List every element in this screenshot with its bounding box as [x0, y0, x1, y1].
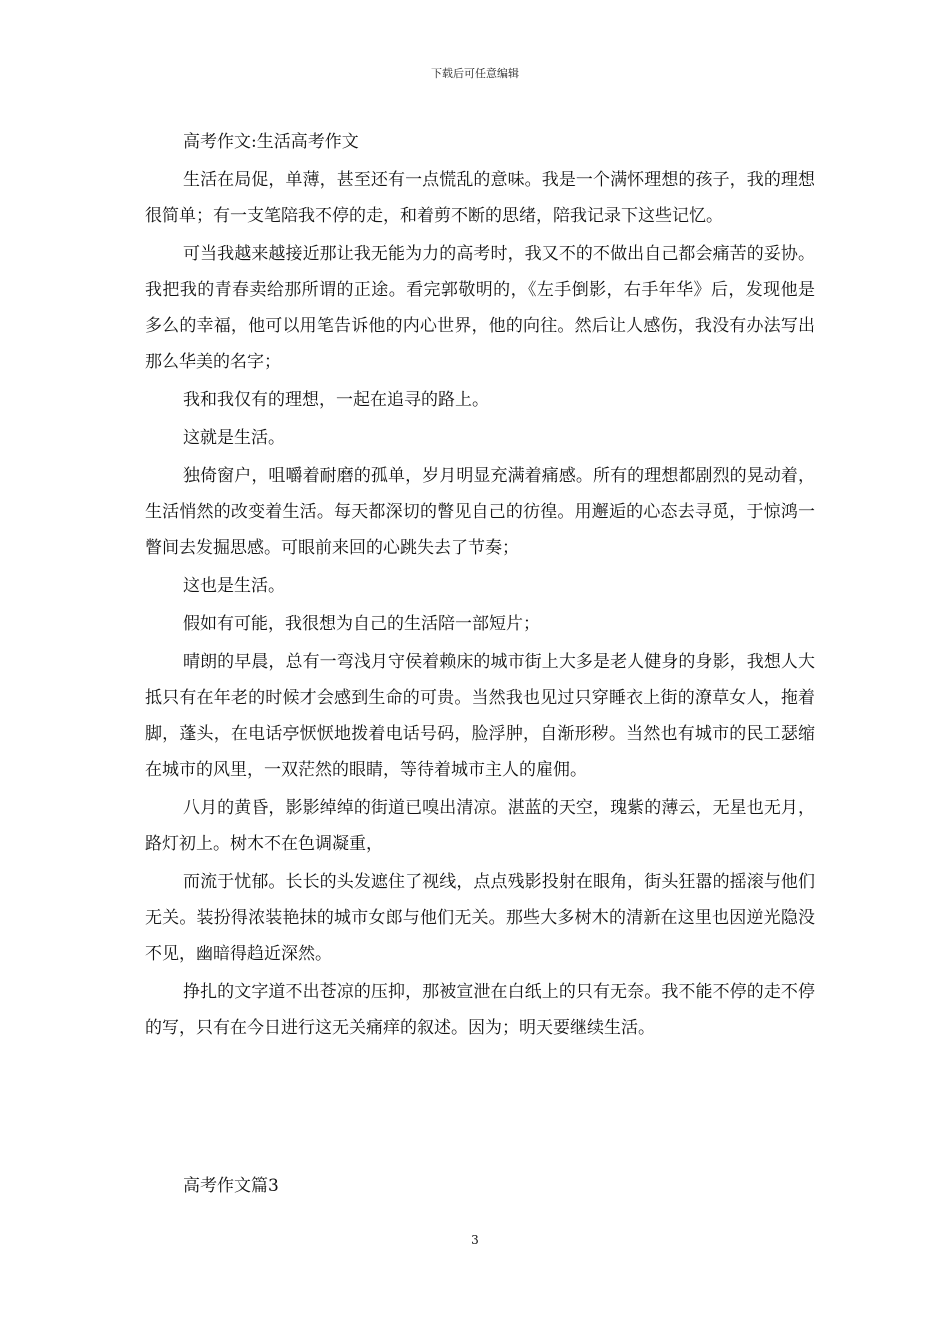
paragraph: 这也是生活。: [183, 576, 285, 596]
paragraph: 生活在局促，单薄，甚至还有一点慌乱的意味。我是一个满怀理想的孩子，我的理想很简单；有一支笔陪我不停的走，和着剪不断的思绪，陪我记录下这些记忆。: [145, 170, 815, 226]
paragraph: 我和我仅有的理想，一起在追寻的路上。: [183, 390, 489, 410]
paragraph: 假如有可能，我很想为自己的生活陪一部短片；: [183, 614, 540, 634]
essay-body: [145, 124, 815, 1048]
paragraph: 而流于忧郁。长长的头发遮住了视线，点点残影投射在眼角，街头狂嚣的摇滚与他们无关。装扮得浓装艳抹的城市女郎与他们无关。那些大多树木的清新在这里也因逆光隐没不见，幽暗得趋近深然。: [145, 872, 815, 964]
essay-title: 高考作文:生活高考作文: [183, 132, 359, 152]
next-section-heading: 高考作文篇3: [183, 1176, 279, 1196]
paragraph: 八月的黄昏，影影绰绰的街道已嗅出清凉。湛蓝的天空，瑰紫的薄云，无星也无月，路灯初上。树木不在色调凝重，: [145, 798, 815, 854]
paragraph: 挣扎的文字道不出苍凉的压抑，那被宣泄在白纸上的只有无奈。我不能不停的走不停的写，只有在今日进行这无关痛痒的叙述。因为；明天要继续生活。: [145, 982, 815, 1038]
page-number: 3: [471, 1233, 479, 1247]
paragraph: 晴朗的早晨，总有一弯浅月守侯着赖床的城市街上大多是老人健身的身影，我想人大抵只有在年老的时候才会感到生命的可贵。当然我也见过只穿睡衣上街的潦草女人，拖着脚，蓬头，在电话亭恹恹地拨着电话号码，脸浮肿，自渐形秽。当然也有城市的民工瑟缩在城市的风里，一双茫然的眼睛，等待着城市主人的雇佣。: [145, 652, 815, 780]
paragraph: 独倚窗户，咀嚼着耐磨的孤单，岁月明显充满着痛感。所有的理想都剧烈的晃动着，生活悄然的改变着生活。每天都深切的瞥见自己的彷徨。用邂逅的心态去寻觅，于惊鸿一瞥间去发掘思感。可眼前来回的心跳失去了节奏；: [145, 466, 815, 558]
page-header-note: 下载后可任意编辑: [431, 67, 519, 80]
paragraph: 可当我越来越接近那让我无能为力的高考时，我又不的不做出自己都会痛苦的妥协。我把我的青春卖给那所谓的正途。看完郭敬明的，《左手倒影，右手年华》后，发现他是多么的幸福，他可以用笔告诉他的内心世界，他的向往。然后让人感伤，我没有办法写出那么华美的名字；: [145, 244, 815, 372]
paragraph: 这就是生活。: [183, 428, 285, 448]
